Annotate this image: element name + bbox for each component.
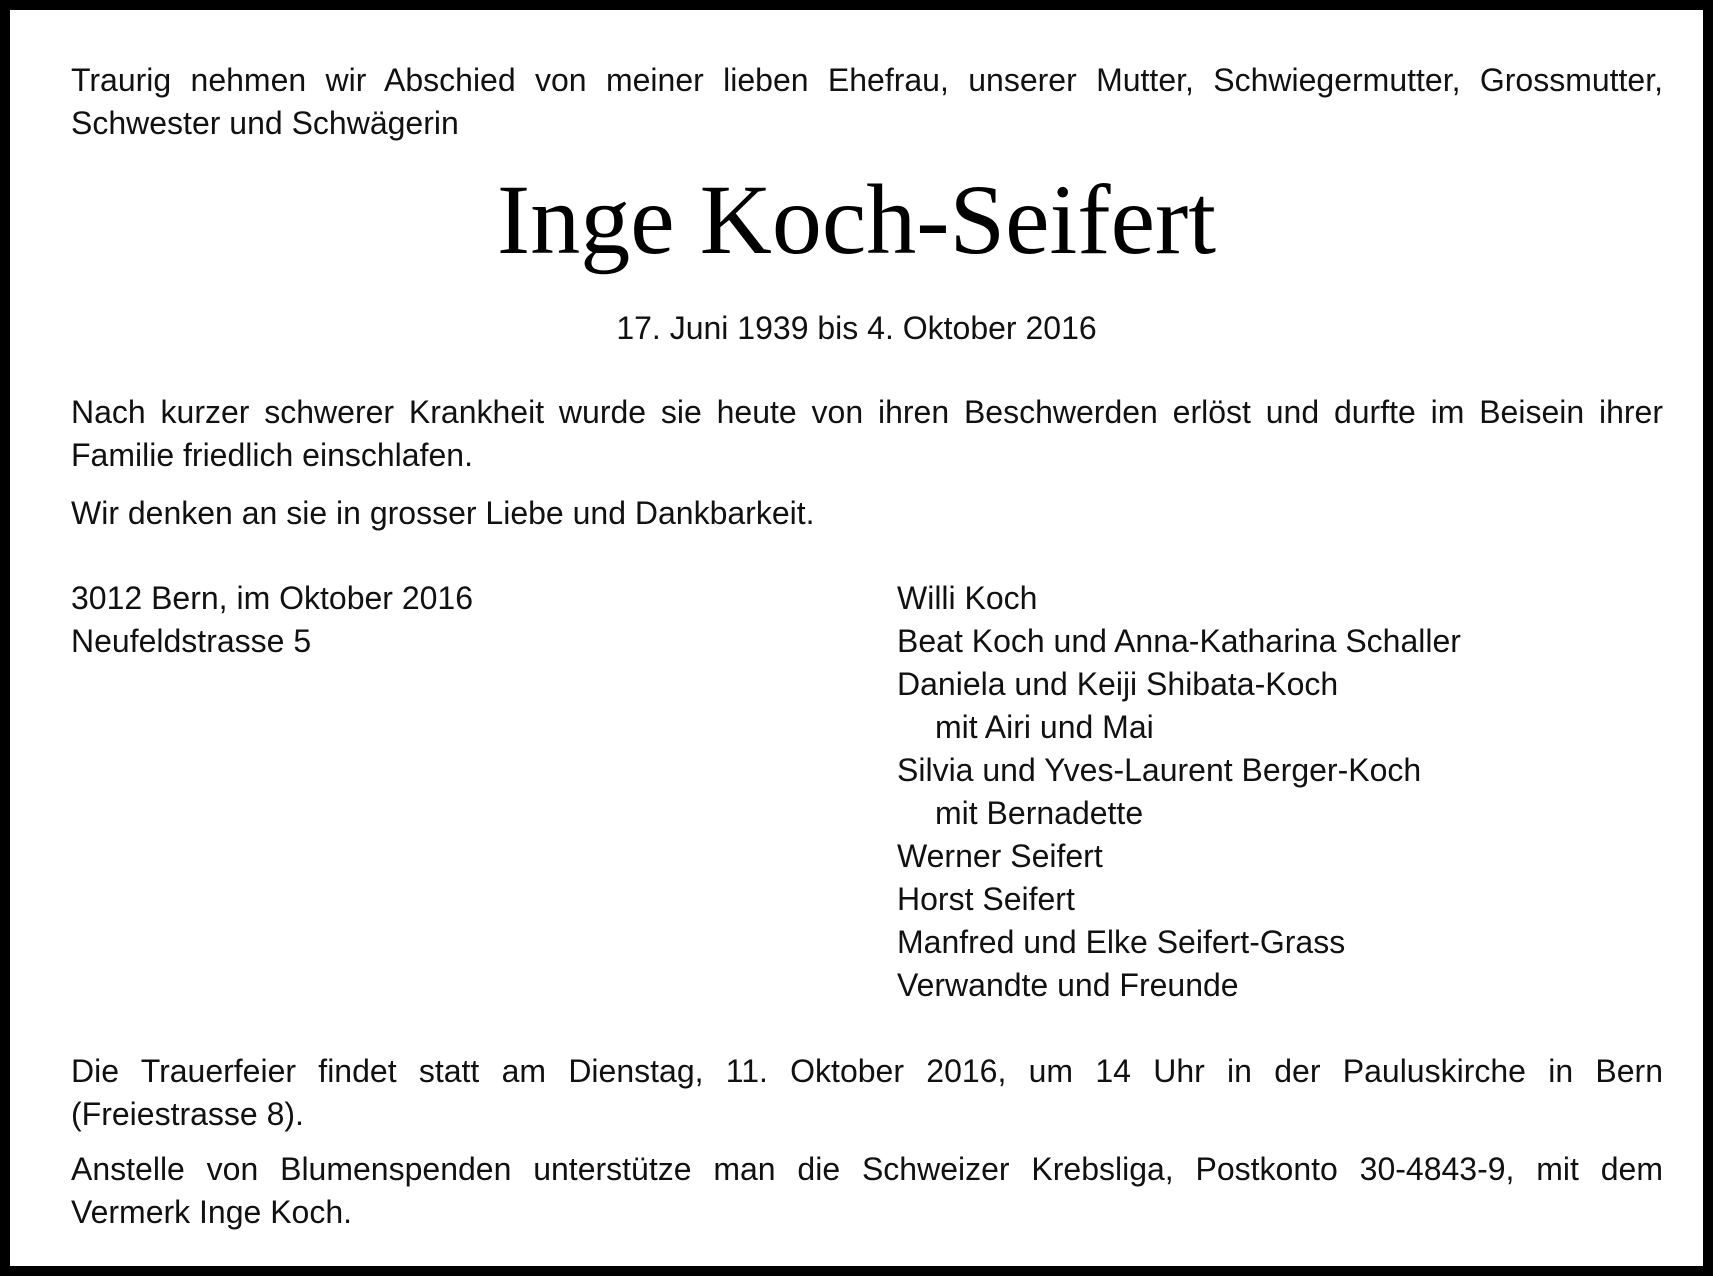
donation-paragraph [71,1148,1663,1234]
ceremony-paragraph [71,1050,1663,1136]
mourner-entry: Verwandte und Freunde [897,967,1239,1003]
mourner-entry: Silvia und Yves-Laurent Berger-Koch [897,752,1422,788]
street-address: Neufeldstrasse 5 [71,623,312,659]
intro-line-2: Schwester und Schwägerin [71,105,459,141]
intro-paragraph [71,59,1663,145]
address-block [71,577,473,663]
ceremony-line-2: (Freiestrasse 8). [71,1096,304,1132]
mourner-entry: Manfred und Elke Seifert-Grass [897,924,1346,960]
mourner-entry: Beat Koch und Anna-Katharina Schaller [897,623,1461,659]
ceremony-line-1: Die Trauerfeier findet statt am Dienstag, 11. Oktober 2016, um 14 Uhr in der Pauluskirche in Bern [71,1053,1663,1089]
remembrance-line: Wir denken an sie in grosser Liebe und Dankbarkeit. [71,495,815,531]
mourners-list [897,577,1461,1007]
message-line-2: Familie friedlich einschlafen. [71,437,473,473]
donation-line-2: Vermerk Inge Koch. [71,1194,353,1230]
message-line-1: Nach kurzer schwerer Krankheit wurde sie heute von ihren Beschwerden erlöst und durfte im Beisein ihrer [71,394,1663,430]
mourner-entry: mit Bernadette [935,795,1144,831]
mourner-entry: Daniela und Keiji Shibata-Koch [897,666,1339,702]
mourner-entry: Willi Koch [897,580,1038,616]
message-paragraph [71,391,1663,477]
life-dates: 17. Juni 1939 bis 4. Oktober 2016 [616,310,1097,346]
mourner-entry: Horst Seifert [897,881,1075,917]
remembrance-text [71,492,1663,535]
city-date: 3012 Bern, im Oktober 2016 [71,580,474,616]
intro-line-1: Traurig nehmen wir Abschied von meiner lieben Ehefrau, unserer Mutter, Schwiegermutter, Grossmutter, [71,62,1663,98]
donation-line-1: Anstelle von Blumenspenden unterstütze man die Schweizer Krebsliga, Postkonto 30-4843-9, mit dem [71,1151,1663,1187]
mourner-entry: Werner Seifert [897,838,1103,874]
deceased-name: Inge Koch-Seifert [496,164,1217,275]
mourner-entry: mit Airi und Mai [935,709,1154,745]
